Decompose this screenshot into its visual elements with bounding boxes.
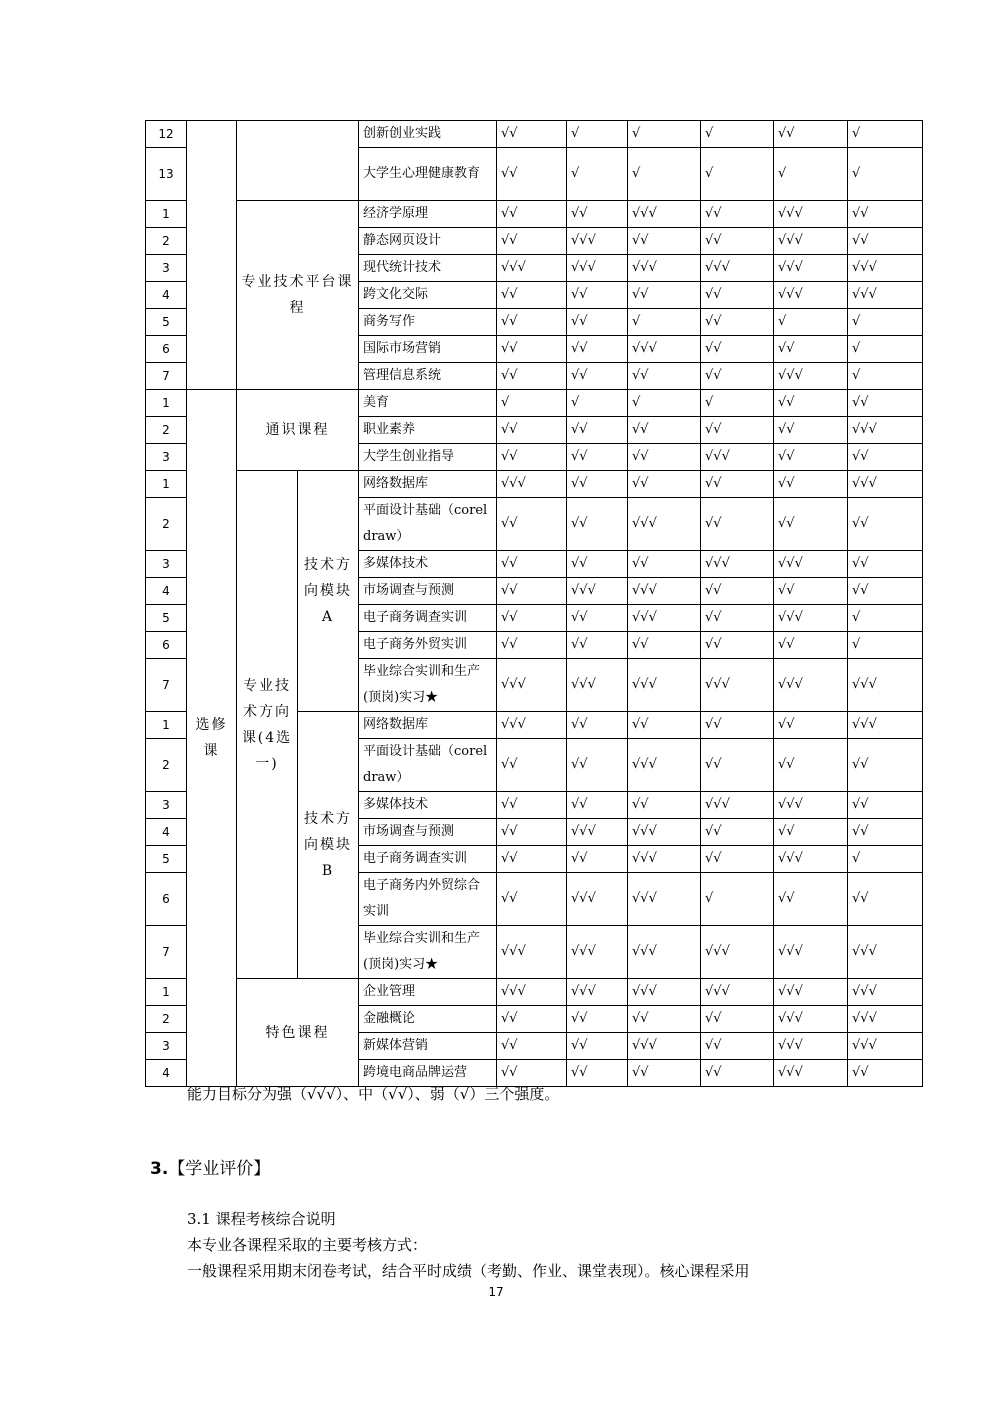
ability-mark: √√ [567,1006,628,1033]
ability-mark: √√ [701,498,774,551]
ability-mark: √√ [567,739,628,792]
ability-mark: √√ [701,282,774,309]
ability-mark: √√ [497,444,567,471]
paragraph-general-courses: 一般课程采用期末闭卷考试，结合平时成绩（考勤、作业、课堂表现）。核心课程采用 [187,1262,750,1280]
ability-mark: √√ [497,632,567,659]
ability-mark: √√ [701,739,774,792]
ability-mark: √√ [701,471,774,498]
ability-mark: √ [628,121,701,148]
ability-mark: √√√ [567,819,628,846]
ability-mark: √√ [628,282,701,309]
ability-mark: √√ [567,712,628,739]
ability-mark: √√ [497,148,567,201]
row-number: 1 [146,712,187,739]
course-name: 管理信息系统 [359,363,497,390]
ability-mark: √√√ [628,926,701,979]
ability-mark: √√ [848,819,923,846]
ability-mark: √√ [701,846,774,873]
course-name: 电子商务调查实训 [359,605,497,632]
ability-mark: √√√ [628,201,701,228]
row-number: 2 [146,228,187,255]
ability-mark: √√ [567,551,628,578]
course-name: 平面设计基础（coreldraw） [359,498,497,551]
ability-mark: √√ [497,819,567,846]
direction-group-label: 专业技术方向课(4选一) [237,471,298,979]
ability-mark: √ [848,363,923,390]
ability-mark: √√√ [774,1033,848,1060]
ability-mark: √√ [774,632,848,659]
course-name: 电子商务外贸实训 [359,632,497,659]
ability-mark: √√ [848,1060,923,1087]
row-number: 3 [146,551,187,578]
row-number: 5 [146,846,187,873]
ability-mark: √√√ [774,926,848,979]
row-number: 3 [146,255,187,282]
ability-mark: √√√ [701,979,774,1006]
ability-mark: √√√ [497,255,567,282]
row-number: 3 [146,792,187,819]
row-number: 6 [146,336,187,363]
ability-mark: √√ [628,1006,701,1033]
ability-mark: √√ [701,417,774,444]
ability-mark: √√√ [848,282,923,309]
ability-mark: √√√ [848,926,923,979]
ability-mark: √√√ [567,979,628,1006]
ability-mark: √√ [497,605,567,632]
ability-mark: √√√ [848,417,923,444]
ability-mark: √√√ [774,363,848,390]
ability-mark: √√ [774,444,848,471]
course-name: 现代统计技术 [359,255,497,282]
course-name: 创新创业实践 [359,121,497,148]
course-name: 多媒体技术 [359,792,497,819]
ability-mark: √ [567,148,628,201]
ability-mark: √√√ [497,712,567,739]
row-number: 1 [146,471,187,498]
ability-mark: √√ [497,417,567,444]
table-row [146,390,923,417]
ability-mark: √√√ [567,873,628,926]
ability-mark: √√ [701,605,774,632]
course-name: 企业管理 [359,979,497,1006]
ability-mark: √√ [497,739,567,792]
ability-mark: √√√ [628,336,701,363]
ability-mark: √√√ [497,979,567,1006]
ability-mark: √ [774,148,848,201]
row-number: 7 [146,363,187,390]
ability-mark: √√ [628,417,701,444]
ability-mark: √√ [774,873,848,926]
section-number: 3. [150,1159,169,1179]
ability-mark: √√√ [701,551,774,578]
ability-mark: √√ [567,471,628,498]
elective-group-label: 选修课 [187,390,237,1087]
ability-mark: √√ [701,228,774,255]
ability-mark: √√ [497,309,567,336]
ability-mark: √ [848,632,923,659]
row-number: 3 [146,444,187,471]
page-number: 17 [488,1285,504,1299]
ability-mark: √√ [567,792,628,819]
course-name: 毕业综合实训和生产(顶岗)实习★ [359,659,497,712]
ability-mark: √√ [567,444,628,471]
ability-mark: √√ [567,1033,628,1060]
ability-mark: √ [701,873,774,926]
ability-mark: √√ [567,846,628,873]
ability-mark: √ [701,390,774,417]
ability-mark: √√√ [848,1006,923,1033]
ability-mark: √√√ [567,578,628,605]
ability-mark: √√ [774,739,848,792]
course-name: 市场调查与预测 [359,819,497,846]
ability-mark: √√√ [628,979,701,1006]
ability-mark: √√ [774,390,848,417]
ability-mark: √√ [497,498,567,551]
ability-mark: √√√ [774,659,848,712]
ability-mark: √ [848,605,923,632]
row-number: 12 [146,121,187,148]
ability-mark: √√√ [774,1006,848,1033]
ability-mark: √√ [701,712,774,739]
table-row [146,121,923,148]
ability-mark: √√ [628,363,701,390]
row-number: 6 [146,873,187,926]
ability-mark: √√ [774,417,848,444]
ability-mark: √√√ [701,444,774,471]
ability-mark: √√√ [628,819,701,846]
ability-mark: √√ [497,551,567,578]
ability-mark: √√ [774,498,848,551]
ability-mark: √√√ [567,926,628,979]
ability-mark: √√ [848,551,923,578]
ability-mark: √√ [567,632,628,659]
course-name: 经济学原理 [359,201,497,228]
row-number: 5 [146,309,187,336]
ability-mark: √√√ [628,873,701,926]
special-group-label: 特色课程 [237,979,359,1087]
ability-mark: √√√ [848,659,923,712]
ability-mark: √√ [628,471,701,498]
row-number: 4 [146,282,187,309]
course-name: 毕业综合实训和生产(顶岗)实习★ [359,926,497,979]
paragraph-exam-methods: 本专业各课程采取的主要考核方式： [187,1236,428,1254]
ability-mark: √√√ [497,471,567,498]
ability-mark: √√ [567,363,628,390]
ability-mark: √ [848,309,923,336]
ability-mark: √√√ [567,255,628,282]
ability-mark: √√√ [774,605,848,632]
ability-mark: √√ [628,228,701,255]
ability-mark: √√√ [774,551,848,578]
ability-mark: √√ [774,578,848,605]
table-row [146,471,923,498]
row-number: 1 [146,201,187,228]
course-name: 电子商务内外贸综合实训 [359,873,497,926]
course-name: 跨文化交际 [359,282,497,309]
ability-mark: √√ [628,1060,701,1087]
ability-mark: √√ [701,1033,774,1060]
course-name: 多媒体技术 [359,551,497,578]
ability-mark: √√ [774,712,848,739]
ability-mark: √ [701,121,774,148]
ability-mark: √√√ [628,739,701,792]
row-number: 4 [146,819,187,846]
ability-mark: √√ [567,417,628,444]
course-name: 市场调查与预测 [359,578,497,605]
row-number: 2 [146,1006,187,1033]
row-number: 7 [146,926,187,979]
ability-mark: √√ [701,1006,774,1033]
row-number: 1 [146,390,187,417]
ability-mark: √√√ [628,846,701,873]
ability-mark: √√ [497,363,567,390]
row-number: 2 [146,739,187,792]
section-heading [150,1157,270,1181]
ability-mark: √√ [701,336,774,363]
ability-mark: √√ [774,471,848,498]
ability-mark: √√ [497,846,567,873]
row-number: 5 [146,605,187,632]
ability-mark: √ [567,390,628,417]
ability-mark: √√√ [774,1060,848,1087]
ability-mark: √√ [567,336,628,363]
ability-mark: √√√ [567,659,628,712]
ability-mark: √ [848,148,923,201]
ability-mark: √ [774,309,848,336]
ability-mark: √ [497,390,567,417]
ability-mark: √√√ [701,792,774,819]
module-a-label: 技术方向模块A [298,471,359,712]
course-name: 美育 [359,390,497,417]
ability-mark: √√√ [701,255,774,282]
ability-mark: √√ [701,1060,774,1087]
ability-mark: √√√ [628,498,701,551]
course-name: 大学生创业指导 [359,444,497,471]
course-name: 新媒体营销 [359,1033,497,1060]
course-name: 网络数据库 [359,712,497,739]
ability-mark: √√√ [628,255,701,282]
ability-mark: √ [628,390,701,417]
ability-mark: √ [848,846,923,873]
course-name: 平面设计基础（coreldraw） [359,739,497,792]
ability-mark: √√ [774,121,848,148]
ability-mark: √ [848,121,923,148]
ability-mark: √√ [567,605,628,632]
module-b-label: 技术方向模块B [298,712,359,979]
course-name: 跨境电商品牌运营 [359,1060,497,1087]
row-number: 2 [146,498,187,551]
ability-mark: √√√ [774,255,848,282]
course-name: 电子商务调查实训 [359,846,497,873]
ability-mark: √√ [774,819,848,846]
ability-mark: √√ [848,201,923,228]
ability-mark: √√√ [497,659,567,712]
ability-mark: √√√ [701,659,774,712]
ability-mark: √√√ [848,255,923,282]
ability-mark: √√ [848,390,923,417]
ability-mark: √√ [497,792,567,819]
ability-mark: √√ [567,282,628,309]
ability-mark: √√ [848,739,923,792]
row-number: 7 [146,659,187,712]
course-name: 静态网页设计 [359,228,497,255]
ability-mark: √√ [848,792,923,819]
ability-mark: √√ [774,336,848,363]
ability-mark: √√ [567,1060,628,1087]
ability-mark: √√ [628,792,701,819]
ability-mark: √√ [497,121,567,148]
ability-mark: √√√ [774,792,848,819]
ability-mark: √√ [701,201,774,228]
ability-mark: √√ [848,444,923,471]
ability-mark: √√ [848,578,923,605]
ability-mark: √√√ [628,659,701,712]
ability-mark: √√ [701,309,774,336]
ability-mark: √√ [497,1006,567,1033]
ability-mark: √√√ [774,846,848,873]
ability-mark: √ [628,309,701,336]
ability-mark: √ [628,148,701,201]
ability-mark: √ [848,336,923,363]
ability-mark: √√√ [774,282,848,309]
ability-mark: √√ [567,201,628,228]
ability-mark: √√√ [848,471,923,498]
row-number: 3 [146,1033,187,1060]
intensity-note: 能力目标分为强（√√√）、中（√√）、弱（√）三个强度。 [187,1085,560,1103]
ability-mark: √√ [848,498,923,551]
ability-mark: √√ [497,228,567,255]
elective-upper-cell [187,121,237,390]
row-number: 1 [146,979,187,1006]
ability-mark: √√√ [628,1033,701,1060]
ability-mark: √√ [701,363,774,390]
ability-mark: √√ [497,873,567,926]
ability-mark: √√√ [567,228,628,255]
course-name: 网络数据库 [359,471,497,498]
table-row [146,979,923,1006]
ability-mark: √√ [628,551,701,578]
ability-mark: √√√ [848,1033,923,1060]
ability-mark: √√√ [497,926,567,979]
ability-mark: √√ [628,712,701,739]
course-name: 商务写作 [359,309,497,336]
course-name: 金融概论 [359,1006,497,1033]
upper-group-cell [237,121,359,201]
ability-mark: √√ [567,498,628,551]
sub-heading: 3.1 课程考核综合说明 [187,1210,336,1228]
ability-mark: √√ [701,632,774,659]
ability-mark: √√ [497,201,567,228]
row-number: 6 [146,632,187,659]
ability-mark: √√√ [848,712,923,739]
platform-group-label: 专业技术平台课程 [237,201,359,390]
ability-mark: √ [701,148,774,201]
ability-mark: √√√ [774,979,848,1006]
ability-mark: √√ [628,632,701,659]
row-number: 2 [146,417,187,444]
ability-mark: √√ [628,444,701,471]
ability-mark: √√√ [628,605,701,632]
ability-mark: √√√ [701,926,774,979]
section-title: 【学业评价】 [168,1159,271,1179]
ability-mark: √√√ [774,228,848,255]
ability-mark: √√ [701,819,774,846]
ability-mark: √√ [848,873,923,926]
row-number: 13 [146,148,187,201]
course-name: 大学生心理健康教育 [359,148,497,201]
ability-mark: √√ [497,1033,567,1060]
ability-mark: √√ [567,309,628,336]
table-row [146,201,923,228]
general-group-label: 通识课程 [237,390,359,471]
ability-mark: √√√ [848,979,923,1006]
ability-mark: √√ [701,578,774,605]
ability-mark: √√√ [628,578,701,605]
ability-mark: √√ [497,578,567,605]
course-name: 国际市场营销 [359,336,497,363]
row-number: 4 [146,1060,187,1087]
ability-mark: √√ [848,228,923,255]
course-ability-matrix [145,120,923,1087]
row-number: 4 [146,578,187,605]
ability-mark: √√ [497,282,567,309]
course-name: 职业素养 [359,417,497,444]
ability-mark: √√√ [774,201,848,228]
ability-mark: √√ [497,1060,567,1087]
matrix-body [146,121,923,1087]
ability-mark: √√ [497,336,567,363]
ability-mark: √ [567,121,628,148]
